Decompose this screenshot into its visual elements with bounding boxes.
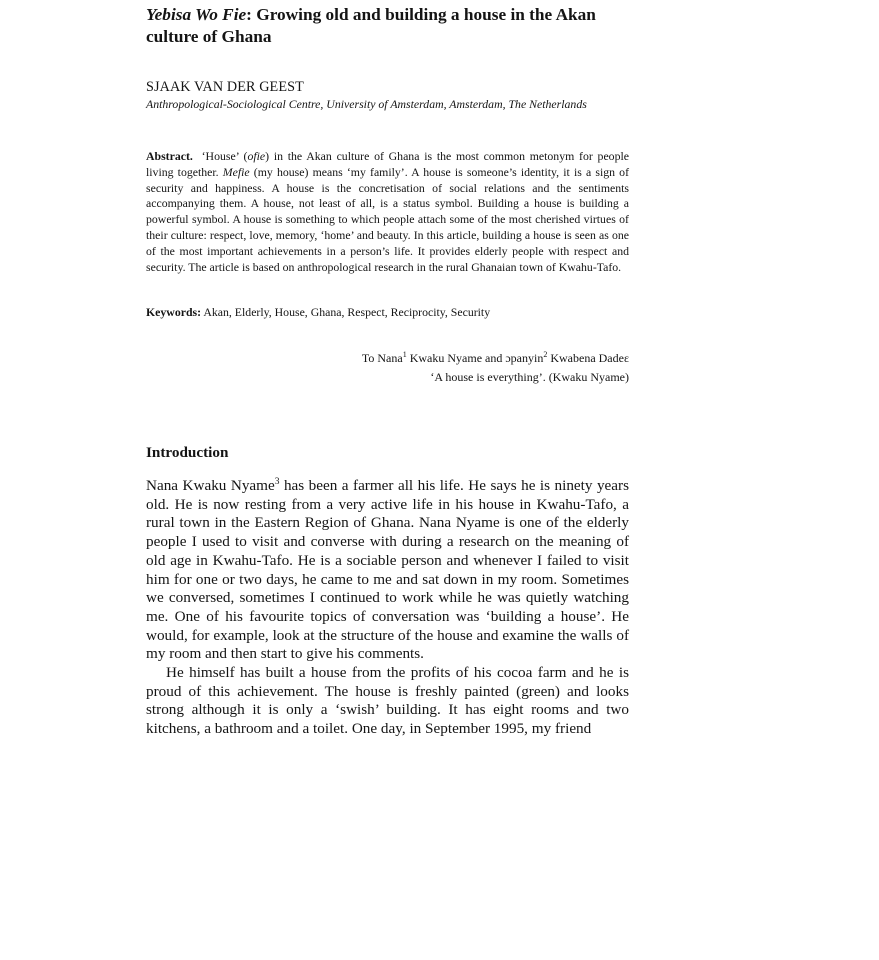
introduction-body xyxy=(146,477,629,739)
dedication xyxy=(362,349,629,387)
abstract-label: Abstract. xyxy=(146,149,193,163)
dedication-text-c: Kwabena Dadeɛ xyxy=(547,351,629,365)
keywords-label: Keywords: xyxy=(146,305,202,319)
paper-title xyxy=(146,4,629,48)
body-paragraph-2: He himself has built a house from the profits of his cocoa farm and he is proud of this achievement. The house is freshly painted (green) and looks strong although it is only a ‘swish’ building. It has eight rooms and two kitchens, a bathroom and a toilet. One day, in September 1995, my friend xyxy=(146,664,629,738)
title-italic-part: Yebisa Wo Fie xyxy=(146,5,247,24)
abstract xyxy=(146,149,629,275)
abstract-text-2: ) in the Akan culture of Ghana is the most common metonym for people living together. xyxy=(146,149,629,179)
abstract-text-1: ‘House’ ( xyxy=(201,149,248,163)
footnote-ref-1: 1 xyxy=(402,350,407,359)
dedication-text-a: To Nana xyxy=(361,351,403,365)
abstract-text-3: (my house) means ‘my family’. A house is someone’s identity, it is a sign of security and happiness. A house is the concretisation of social relations and the sentiments accompanying them. A house, not least of all, is a status symbol. Building a house is building a powerful symbol. A house is something to which people attach some of the most cherished virtues of their culture: respect, love, memory, ‘home’ and beauty. In this article, building a house is seen as one of the most important achievements in a person’s life. It provides elderly people with respect and security. The article is based on anthropological research in the rural Ghanaian town of Kwahu-Tafo. xyxy=(146,164,629,274)
dedication-line-1 xyxy=(362,349,629,368)
footnote-ref-2: 2 xyxy=(543,350,548,359)
author-affiliation: Anthropological-Sociological Centre, University of Amsterdam, Amsterdam, The Netherlands xyxy=(146,97,587,111)
author-name: SJAAK VAN DER GEEST xyxy=(146,79,304,95)
paragraph-1-text-b: has been a farmer all his life. He says he is ninety years old. He is now resting from a very active life in his house in Kwahu-Tafo, a rural town in the Eastern Region of Ghana. Nana Nyame is one of the elderly people I used to visit and converse with during a research on the meaning of old age in Kwahu-Tafo. He is a sociable person and whenever I failed to visit him for one or two days, he came to me and sat down in my room. Sometimes we conversed, sometimes I continued to work while he was quietly watching me. One of his favourite topics of conversation was ‘building a house’. He would, for example, look at the structure of the house and examine the walls of my room and then start to give his comments. xyxy=(146,477,629,663)
dedication-text-b: Kwaku Nyame and ɔpanyin xyxy=(406,351,544,365)
abstract-italic-2: Mefie xyxy=(222,164,250,179)
title-main-part: : Growing old and building a house in the Akan culture of Ghana xyxy=(146,5,596,46)
section-heading-introduction: Introduction xyxy=(146,444,229,461)
dedication-quote: ‘A house is everything’. (Kwaku Nyame) xyxy=(430,370,629,384)
footnote-ref-3: 3 xyxy=(274,477,280,487)
keywords-text: Akan, Elderly, House, Ghana, Respect, Reciprocity, Security xyxy=(203,305,491,319)
keywords xyxy=(146,304,490,320)
paragraph-1-text-a: Nana Kwaku Nyame xyxy=(146,477,275,494)
abstract-italic-1: ofie xyxy=(247,149,266,163)
body-paragraph-1 xyxy=(146,477,629,664)
